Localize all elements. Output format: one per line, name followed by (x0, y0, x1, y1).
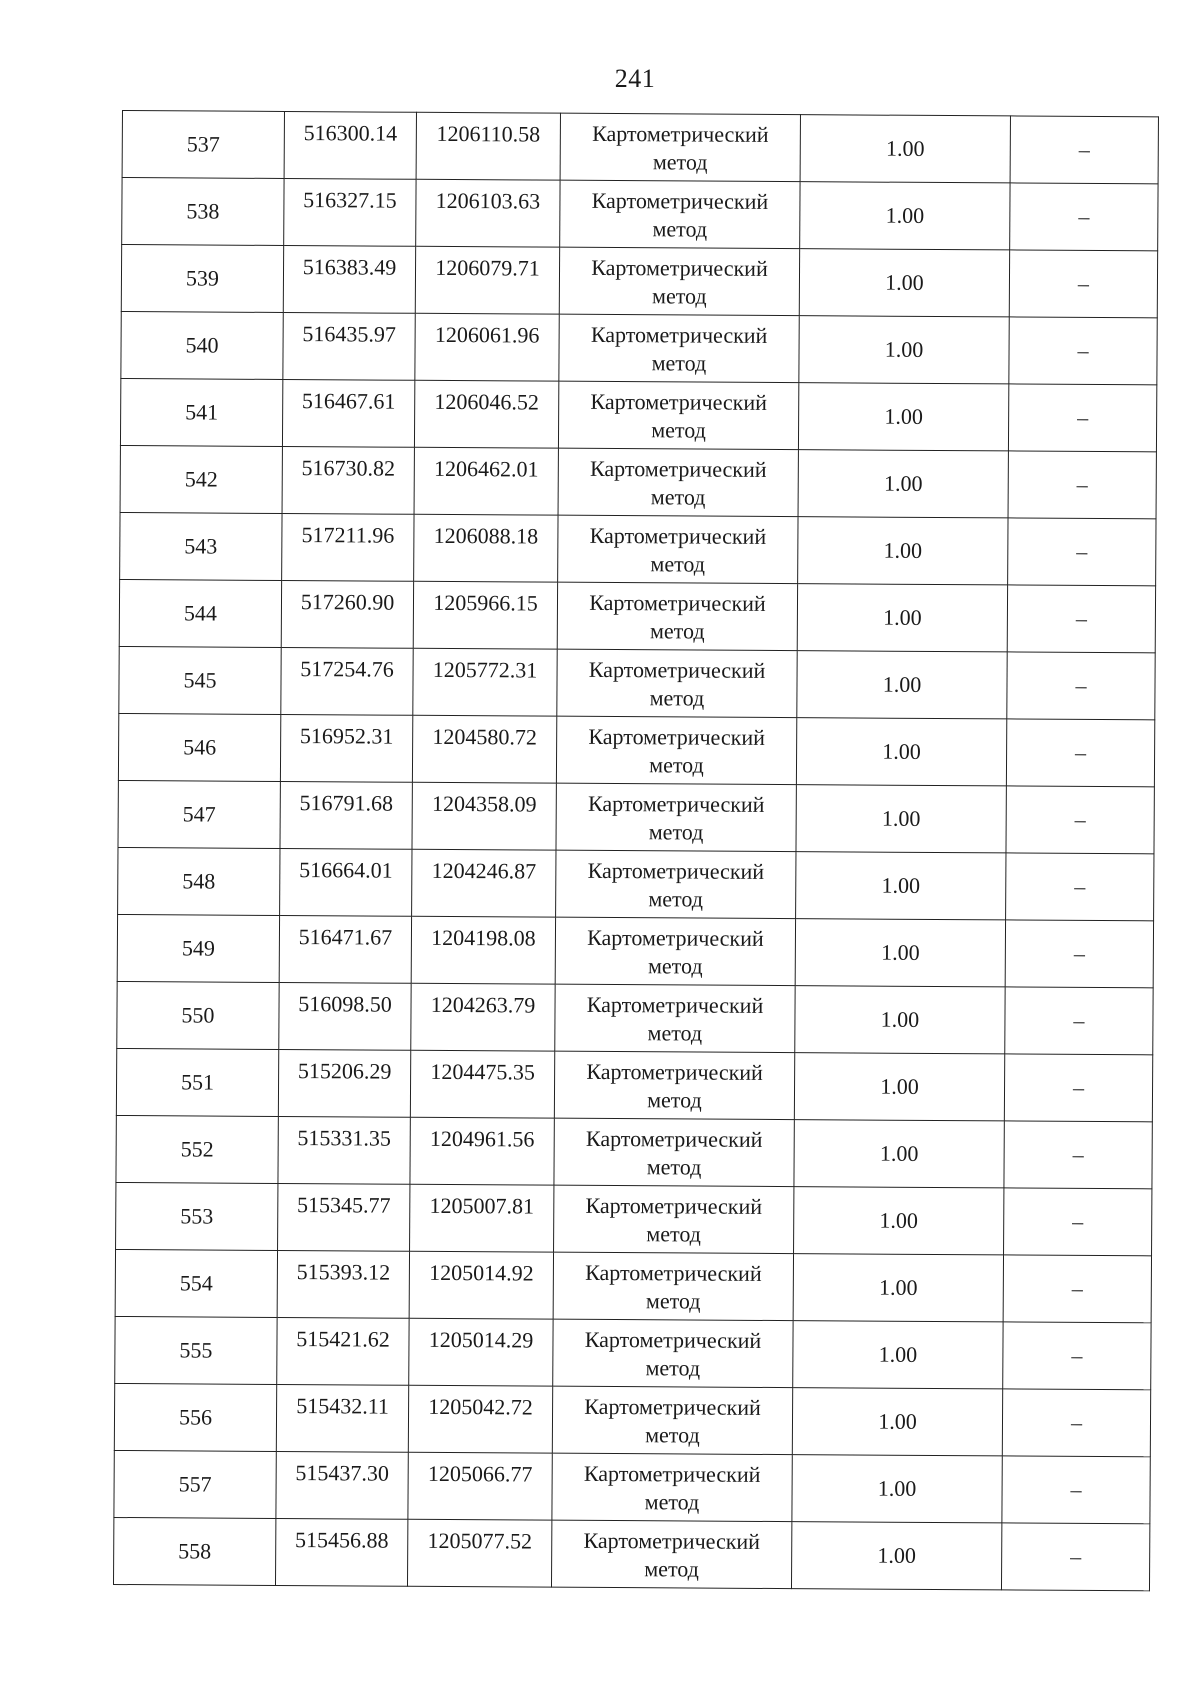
accuracy-cell: 1.00 (794, 1120, 1004, 1188)
empty-value-cell: – (1008, 384, 1156, 452)
method-line-2: метод (650, 551, 706, 577)
empty-value-cell: – (1001, 1523, 1149, 1591)
x-coordinate-cell: 515437.30 (276, 1451, 408, 1519)
empty-value-cell: – (1007, 652, 1155, 720)
table-row (115, 1316, 1151, 1389)
accuracy-cell: 1.00 (798, 517, 1008, 585)
table-row (116, 1182, 1152, 1255)
empty-value-cell: – (1010, 116, 1158, 184)
method-line-1: Картометрический (590, 321, 768, 348)
method-line-2: метод (647, 1020, 703, 1046)
method-cell (557, 649, 797, 717)
empty-value-cell: – (1007, 585, 1155, 653)
method-cell (552, 1386, 792, 1454)
y-coordinate-cell: 1204580.72 (412, 715, 556, 783)
x-coordinate-cell: 516730.82 (282, 446, 414, 514)
method-line-1: Картометрический (588, 723, 765, 750)
table-row (122, 111, 1158, 184)
method-line-2: метод (652, 283, 707, 309)
method-line-1: Картометрический (583, 1460, 761, 1487)
table-row (113, 1517, 1149, 1590)
table-row (117, 981, 1153, 1054)
method-cell (555, 984, 795, 1052)
method-line-2: метод (649, 618, 705, 644)
point-number-cell: 558 (113, 1517, 275, 1585)
table-row (119, 579, 1155, 652)
x-coordinate-cell: 516300.14 (284, 111, 416, 179)
x-coordinate-cell: 516952.31 (280, 714, 412, 782)
method-cell (558, 381, 798, 449)
method-cell (560, 180, 800, 248)
method-line-1: Картометрический (585, 1192, 763, 1219)
coordinates-table (113, 110, 1159, 1591)
coordinates-table-body (113, 111, 1158, 1591)
method-line-2: метод (648, 886, 704, 912)
coordinates-table-container (113, 110, 1158, 1591)
x-coordinate-cell: 517260.90 (281, 580, 413, 648)
table-row (122, 178, 1158, 251)
y-coordinate-cell: 1206462.01 (414, 447, 558, 515)
method-line-1: Картометрический (587, 790, 765, 817)
method-line-1: Картометрический (584, 1326, 762, 1353)
method-line-2: метод (645, 1288, 701, 1314)
y-coordinate-cell: 1206061.96 (415, 313, 559, 381)
accuracy-cell: 1.00 (795, 919, 1005, 987)
method-line-1: Картометрический (591, 187, 769, 214)
empty-value-cell: – (1009, 250, 1157, 318)
accuracy-cell: 1.00 (799, 249, 1009, 317)
method-line-2: метод (644, 1489, 700, 1515)
point-number-cell: 557 (114, 1450, 276, 1518)
empty-value-cell: – (1006, 786, 1154, 854)
method-line-1: Картометрический (585, 1125, 763, 1152)
method-line-1: Картометрический (587, 924, 764, 951)
y-coordinate-cell: 1204198.08 (411, 916, 555, 984)
point-number-cell: 543 (120, 512, 282, 580)
method-line-2: метод (647, 1087, 702, 1113)
table-row (121, 245, 1157, 318)
accuracy-cell: 1.00 (794, 1053, 1004, 1121)
empty-value-cell: – (1002, 1456, 1150, 1524)
table-row (119, 646, 1155, 719)
method-line-2: метод (650, 484, 706, 510)
y-coordinate-cell: 1205042.72 (408, 1385, 552, 1453)
y-coordinate-cell: 1204358.09 (412, 782, 556, 850)
method-line-2: метод (648, 819, 704, 845)
method-line-1: Картометрический (587, 857, 765, 884)
method-cell (559, 314, 799, 382)
point-number-cell: 556 (114, 1383, 276, 1451)
y-coordinate-cell: 1206103.63 (416, 179, 560, 247)
method-cell (560, 113, 800, 181)
method-line-2: метод (651, 350, 707, 376)
empty-value-cell: – (1008, 518, 1156, 586)
accuracy-cell: 1.00 (792, 1388, 1002, 1456)
y-coordinate-cell: 1206046.52 (414, 380, 558, 448)
point-number-cell: 548 (118, 847, 280, 915)
method-line-1: Картометрический (586, 1058, 763, 1085)
point-number-cell: 546 (118, 713, 280, 781)
point-number-cell: 544 (119, 579, 281, 647)
method-cell (559, 247, 799, 315)
x-coordinate-cell: 516435.97 (283, 312, 415, 380)
y-coordinate-cell: 1206088.18 (414, 514, 558, 582)
y-coordinate-cell: 1205077.52 (407, 1519, 551, 1587)
table-row (118, 780, 1154, 853)
method-line-1: Картометрический (589, 522, 767, 549)
table-row (117, 914, 1153, 987)
method-line-2: метод (646, 1154, 702, 1180)
x-coordinate-cell: 516383.49 (283, 245, 415, 313)
y-coordinate-cell: 1205772.31 (413, 648, 557, 716)
point-number-cell: 542 (120, 445, 282, 513)
x-coordinate-cell: 517211.96 (282, 513, 414, 581)
y-coordinate-cell: 1204246.87 (412, 849, 556, 917)
table-row (114, 1383, 1150, 1456)
x-coordinate-cell: 516664.01 (280, 848, 412, 916)
method-cell (553, 1319, 793, 1387)
empty-value-cell: – (1004, 1121, 1152, 1189)
method-line-1: Картометрический (586, 991, 764, 1018)
y-coordinate-cell: 1205007.81 (410, 1184, 554, 1252)
point-number-cell: 541 (120, 378, 282, 446)
accuracy-cell: 1.00 (792, 1455, 1002, 1523)
accuracy-cell: 1.00 (793, 1321, 1003, 1389)
method-cell (552, 1453, 792, 1521)
x-coordinate-cell: 515345.77 (278, 1183, 410, 1251)
method-cell (551, 1520, 791, 1588)
empty-value-cell: – (1008, 451, 1156, 519)
x-coordinate-cell: 515421.62 (277, 1317, 409, 1385)
point-number-cell: 551 (116, 1048, 278, 1116)
y-coordinate-cell: 1205014.29 (409, 1318, 553, 1386)
y-coordinate-cell: 1206110.58 (416, 112, 560, 180)
accuracy-cell: 1.00 (798, 383, 1008, 451)
page-number: 241 (614, 64, 656, 93)
table-row (116, 1048, 1152, 1121)
point-number-cell: 539 (121, 245, 283, 313)
method-cell (555, 917, 795, 985)
method-line-2: метод (645, 1355, 701, 1381)
method-line-2: метод (645, 1422, 700, 1448)
method-cell (558, 448, 798, 516)
method-cell (556, 783, 796, 851)
table-row (118, 847, 1154, 920)
y-coordinate-cell: 1205014.92 (409, 1251, 553, 1319)
x-coordinate-cell: 515456.88 (275, 1518, 407, 1586)
y-coordinate-cell: 1204475.35 (410, 1050, 554, 1118)
table-row (114, 1450, 1150, 1523)
x-coordinate-cell: 516471.67 (279, 915, 411, 983)
x-coordinate-cell: 516791.68 (280, 781, 412, 849)
empty-value-cell: – (1006, 853, 1154, 921)
method-cell (558, 515, 798, 583)
accuracy-cell: 1.00 (796, 718, 1006, 786)
accuracy-cell: 1.00 (800, 182, 1010, 250)
accuracy-cell: 1.00 (799, 316, 1009, 384)
table-row (120, 445, 1156, 518)
method-line-2: метод (649, 752, 704, 778)
method-line-2: метод (652, 216, 708, 242)
x-coordinate-cell: 515432.11 (276, 1384, 408, 1452)
method-line-1: Картометрический (592, 120, 769, 147)
point-number-cell: 555 (115, 1316, 277, 1384)
point-number-cell: 545 (119, 646, 281, 714)
accuracy-cell: 1.00 (798, 450, 1008, 518)
accuracy-cell: 1.00 (797, 651, 1007, 719)
x-coordinate-cell: 516327.15 (284, 178, 416, 246)
method-cell (554, 1051, 794, 1119)
method-cell (553, 1252, 793, 1320)
method-line-1: Картометрический (589, 589, 766, 616)
x-coordinate-cell: 517254.76 (281, 647, 413, 715)
table-row (118, 713, 1154, 786)
point-number-cell: 547 (118, 780, 280, 848)
method-line-1: Картометрический (590, 388, 768, 415)
empty-value-cell: – (1006, 719, 1154, 787)
method-line-1: Картометрический (588, 656, 766, 683)
method-line-2: метод (646, 1221, 702, 1247)
method-line-1: Картометрический (591, 254, 768, 281)
empty-value-cell: – (1005, 920, 1153, 988)
empty-value-cell: – (1005, 987, 1153, 1055)
y-coordinate-cell: 1205966.15 (413, 581, 557, 649)
point-number-cell: 552 (116, 1115, 278, 1183)
point-number-cell: 554 (115, 1249, 277, 1317)
x-coordinate-cell: 516467.61 (282, 379, 414, 447)
x-coordinate-cell: 515331.35 (278, 1116, 410, 1184)
table-row (121, 311, 1157, 384)
empty-value-cell: – (1009, 317, 1157, 385)
method-line-2: метод (649, 685, 705, 711)
method-cell (557, 582, 797, 650)
y-coordinate-cell: 1205066.77 (408, 1452, 552, 1520)
method-line-2: метод (647, 953, 703, 979)
table-row (115, 1249, 1151, 1322)
method-cell (554, 1118, 794, 1186)
empty-value-cell: – (1010, 183, 1158, 251)
method-cell (554, 1185, 794, 1253)
point-number-cell: 553 (116, 1182, 278, 1250)
point-number-cell: 550 (117, 981, 279, 1049)
accuracy-cell: 1.00 (796, 785, 1006, 853)
table-row (120, 512, 1156, 585)
point-number-cell: 549 (117, 914, 279, 982)
accuracy-cell: 1.00 (793, 1254, 1003, 1322)
accuracy-cell: 1.00 (796, 852, 1006, 920)
accuracy-cell: 1.00 (791, 1522, 1001, 1590)
y-coordinate-cell: 1206079.71 (415, 246, 559, 314)
accuracy-cell: 1.00 (797, 584, 1007, 652)
method-line-1: Картометрический (583, 1527, 761, 1554)
accuracy-cell: 1.00 (800, 115, 1010, 183)
accuracy-cell: 1.00 (794, 1187, 1004, 1255)
method-cell (556, 850, 796, 918)
method-line-1: Картометрический (584, 1393, 761, 1420)
empty-value-cell: – (1003, 1322, 1151, 1390)
table-row (120, 378, 1156, 451)
method-line-2: метод (644, 1556, 699, 1582)
point-number-cell: 538 (122, 178, 284, 246)
method-line-1: Картометрический (585, 1259, 762, 1286)
method-line-2: метод (651, 417, 706, 443)
empty-value-cell: – (1004, 1188, 1152, 1256)
x-coordinate-cell: 516098.50 (279, 982, 411, 1050)
method-line-2: метод (652, 149, 708, 175)
point-number-cell: 540 (121, 311, 283, 379)
method-cell (556, 716, 796, 784)
x-coordinate-cell: 515393.12 (277, 1250, 409, 1318)
method-line-1: Картометрический (589, 455, 767, 482)
empty-value-cell: – (1002, 1389, 1150, 1457)
point-number-cell: 537 (122, 111, 284, 179)
empty-value-cell: – (1004, 1054, 1152, 1122)
empty-value-cell: – (1003, 1255, 1151, 1323)
accuracy-cell: 1.00 (795, 986, 1005, 1054)
x-coordinate-cell: 515206.29 (278, 1049, 410, 1117)
y-coordinate-cell: 1204263.79 (411, 983, 555, 1051)
y-coordinate-cell: 1204961.56 (410, 1117, 554, 1185)
table-row (116, 1115, 1152, 1188)
